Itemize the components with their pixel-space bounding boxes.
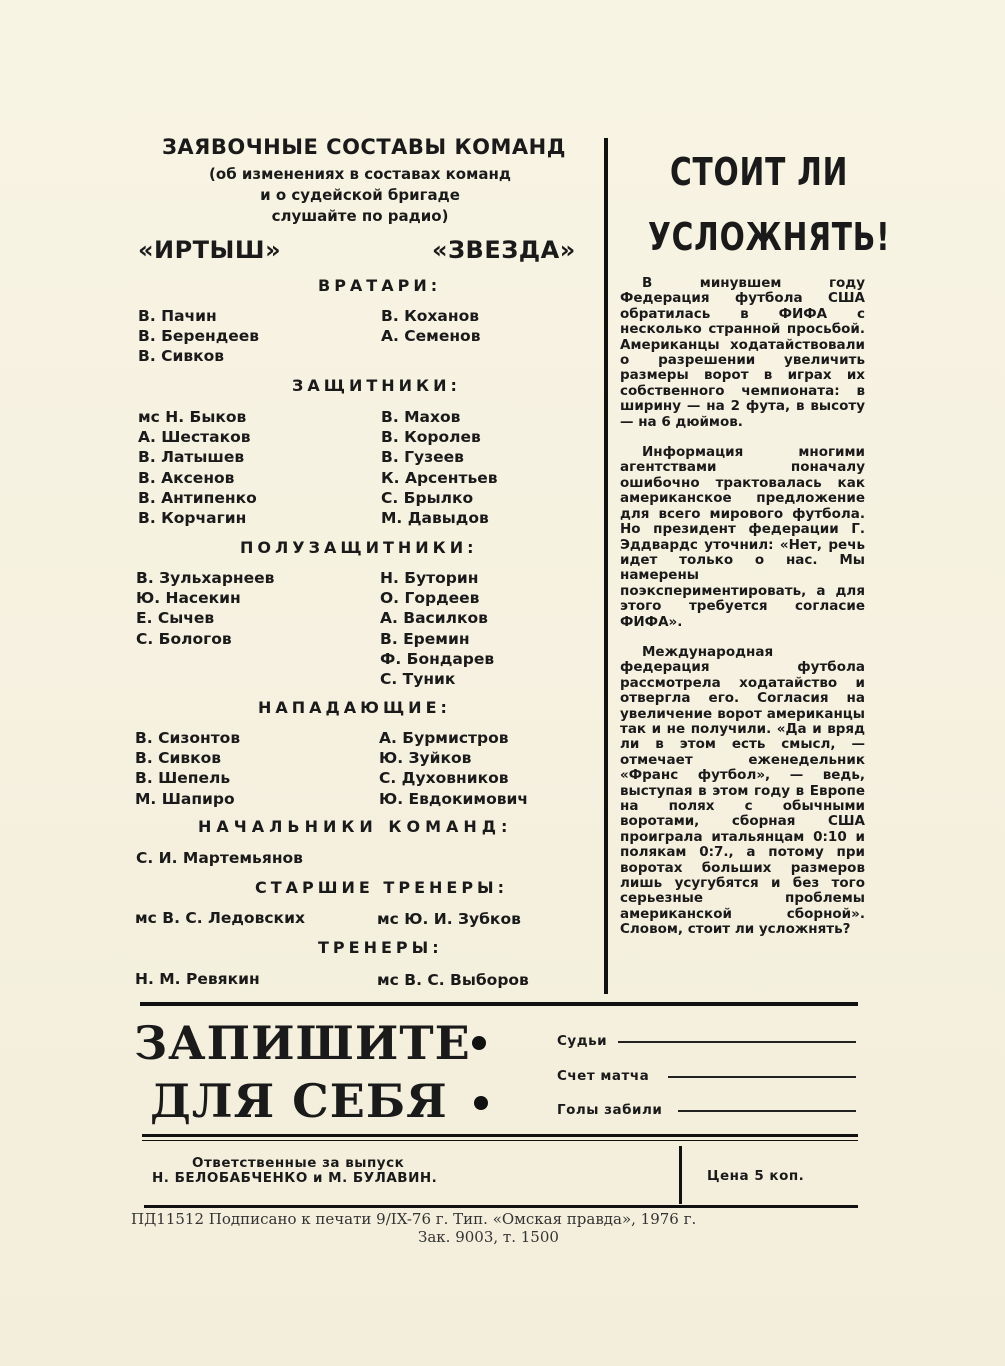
score-line: [668, 1076, 856, 1078]
responsible-label: Ответственные за выпуск: [192, 1155, 405, 1171]
right-midfielders: [380, 568, 494, 689]
article-paragraph: В минувшем году Федерация футбола США обратилась в ФИФА с несколько странной просьбой. Американцы ходатайствовали о разрешении увеличить размеры ворот в играх их собственного чемпионата: в ширину — на 2 фута, в высоту — на 6 дюймов.: [620, 275, 865, 430]
player-name: В. Аксенов: [138, 468, 235, 487]
player-name: А. Семенов: [381, 327, 481, 346]
note-top-rule: [140, 1002, 858, 1006]
player-name: В. Сивков: [138, 347, 225, 366]
team-right-name: «ЗВЕЗДА»: [432, 236, 576, 264]
player-name: В. Еремин: [380, 629, 470, 648]
player-name: М. Давыдов: [381, 508, 489, 527]
player-name: В. Антипенко: [138, 488, 257, 507]
player-name: Е. Сычев: [136, 609, 215, 628]
header-note: [140, 164, 580, 227]
article-body: [620, 276, 865, 953]
imprint-line1: ПД11512 Подписано к печати 9/IX-76 г. Тип. «Омская правда», 1976 г.: [131, 1210, 697, 1228]
player-name: В. Сивков: [135, 749, 222, 768]
section-coaches: ТРЕНЕРЫ:: [318, 938, 443, 957]
section-goalkeepers: ВРАТАРИ:: [318, 276, 442, 295]
note-bottom-rule-thin: [142, 1140, 858, 1141]
left-forwards: [135, 728, 240, 809]
right-goalkeepers: [381, 306, 481, 346]
left-goalkeepers: [138, 306, 259, 367]
header-note-line: (об изменениях в составах команд: [209, 165, 511, 183]
note-title-line2: ДЛЯ СЕБЯ: [150, 1074, 448, 1128]
section-senior-coaches: СТАРШИЕ ТРЕНЕРЫ:: [255, 878, 509, 897]
player-name: В. Зульхарнеев: [136, 569, 275, 587]
player-name: А. Шестаков: [138, 428, 251, 447]
player-name: К. Арсентьев: [381, 468, 498, 487]
article-heading-line2: УСЛОЖНЯТЬ!: [648, 215, 891, 259]
left-coach: Н. М. Ревякин: [135, 970, 260, 988]
player-name: С. Туник: [380, 669, 456, 688]
player-name: В. Коханов: [381, 307, 480, 325]
right-senior-coach: мс Ю. И. Зубков: [377, 910, 521, 928]
note-bottom-rule: [142, 1134, 858, 1137]
player-name: Н. Буторин: [380, 569, 479, 587]
referees-label: Судьи: [557, 1033, 608, 1049]
player-name: В. Махов: [381, 408, 461, 426]
player-name: С. Бологов: [136, 629, 232, 648]
player-name: Ю. Насекин: [136, 589, 241, 608]
player-name: О. Гордеев: [380, 589, 480, 608]
player-name: С. Духовников: [379, 769, 509, 788]
player-name: В. Корчагин: [138, 508, 247, 527]
page-title: ЗАЯВОЧНЫЕ СОСТАВЫ КОМАНД: [162, 135, 566, 159]
player-name: В. Гузеев: [381, 448, 464, 467]
right-forwards: [379, 728, 528, 809]
article-paragraph: Международная федерация футбола рассмотрела ходатайство и отвергла его. Согласия на увеличение ворот американцы так и не получили. «Да и вряд ли в этом есть смысл, — отмечает еженедельник «Франс футбол», — ведь, выступая в этом году в Европе на полях с обычными воротами, сборная США проиграла итальянцам 0:10 и полякам 0:7., а потому при воротах больших размеров лишь усугубятся и без того серьезные проблемы американской сборной». Словом, стоит ли усложнять?: [620, 643, 865, 938]
footer-rule: [144, 1205, 858, 1208]
responsible-names: Н. БЕЛОБАБЧЕНКО и М. БУЛАВИН.: [152, 1170, 438, 1186]
right-coach: мс В. С. Выборов: [377, 971, 529, 989]
player-name: В. Латышев: [138, 448, 245, 467]
team-left-name: «ИРТЫШ»: [138, 236, 282, 264]
column-divider: [604, 138, 608, 994]
section-midfielders: ПОЛУЗАЩИТНИКИ:: [240, 538, 478, 557]
left-defenders: [138, 407, 257, 528]
referees-line: [618, 1041, 856, 1043]
article-heading-line1: СТОИТ ЛИ: [670, 150, 849, 194]
imprint-line2: Зак. 9003, т. 1500: [418, 1228, 559, 1246]
footer-divider: [679, 1146, 682, 1204]
player-name: Ю. Зуйков: [379, 749, 472, 768]
left-midfielders: [136, 568, 274, 649]
section-forwards: НАПАДАЮЩИЕ:: [258, 698, 451, 717]
goals-label: Голы забили: [557, 1102, 663, 1118]
header-note-line: слушайте по радио): [271, 207, 449, 225]
header-note-line: и о судейской бригаде: [260, 186, 460, 204]
player-name: В. Шепель: [135, 769, 231, 788]
article-paragraph: Информация многими агентствами поначалу ошибочно трактовалась как американское предложение для всего мирового футбола. Но президент федерации Г. Эддвардс уточнил: «Нет, речь идет только о нас. Мы намерены поэкспериментировать, а для этого требуется согласие ФИФА».: [620, 444, 865, 630]
left-chief: С. И. Мартемьянов: [136, 849, 303, 867]
player-name: В. Сизонтов: [135, 729, 241, 747]
score-label: Счет матча: [557, 1068, 650, 1084]
player-name: мс Н. Быков: [138, 408, 247, 426]
player-name: С. Брылко: [381, 488, 474, 507]
player-name: В. Пачин: [138, 307, 217, 325]
player-name: В. Королев: [381, 428, 481, 447]
section-chiefs: НАЧАЛЬНИКИ КОМАНД:: [198, 817, 513, 836]
player-name: В. Берендеев: [138, 327, 260, 346]
player-name: А. Бурмистров: [379, 729, 509, 747]
right-defenders: [381, 407, 498, 528]
player-name: Ф. Бондарев: [380, 649, 495, 668]
player-name: Ю. Евдокимович: [379, 789, 529, 808]
player-name: А. Василков: [380, 609, 488, 628]
section-defenders: ЗАЩИТНИКИ:: [292, 376, 461, 395]
left-senior-coach: мс В. С. Ледовских: [135, 909, 305, 927]
goals-line: [678, 1110, 856, 1112]
note-title-line1: ЗАПИШИТЕ: [134, 1016, 471, 1070]
player-name: М. Шапиро: [135, 789, 235, 808]
price: Цена 5 коп.: [707, 1168, 805, 1184]
bullet-icon: [474, 1096, 488, 1110]
bullet-icon: [472, 1036, 486, 1050]
